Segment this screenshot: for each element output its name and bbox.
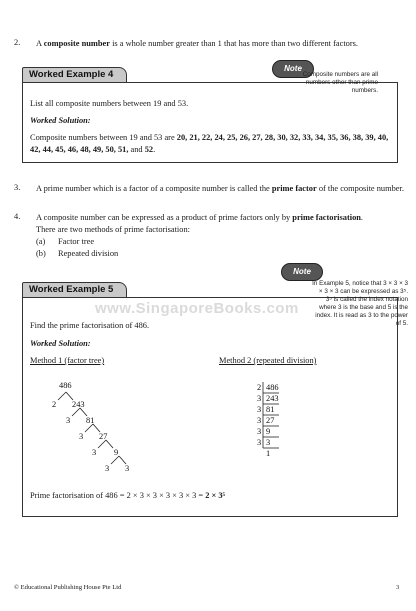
worked-solution-label-5: Worked Solution: [30, 339, 91, 348]
method-b-label: (b) [36, 249, 46, 258]
tree-81: 81 [86, 416, 95, 425]
tree-3b: 3 [79, 432, 84, 441]
method-a-text: Factor tree [58, 237, 95, 246]
division-divisor: 3 [257, 416, 262, 425]
tree-2: 2 [52, 400, 57, 409]
division-quotient: 243 [266, 394, 279, 403]
division-divisor: 2 [257, 383, 262, 392]
tree-486: 486 [59, 381, 72, 390]
composite-definition: A composite number is a whole number greater than 1 that has more than two different factors. [36, 39, 358, 48]
tree-243: 243 [72, 400, 85, 409]
method-1-heading: Method 1 (factor tree) [30, 356, 105, 365]
method-2-heading: Method 2 (repeated division) [219, 356, 317, 365]
method-a-label: (a) [36, 237, 46, 246]
note-icon: Note [272, 60, 314, 78]
prime-factorisation-definition: A composite number can be expressed as a product of prime factors only by prime factorisation. [36, 213, 364, 222]
tree-3a: 3 [66, 416, 71, 425]
footer-copyright: © Educational Publishing House Pte Ltd [14, 584, 122, 591]
division-quotient: 3 [266, 438, 271, 447]
example-5-question: Find the prime factorisation of 486. [30, 321, 150, 330]
example-4-answer: Composite numbers between 19 and 53 are 20, 21, 22, 24, 25, 26, 27, 28, 30, 32, 33, 34, 35, 36, 38, 39, 40, 42, 44, 45, 46, 48, 49, 50, 51, and 52. [30, 133, 389, 154]
prime-factor-definition: A prime number which is a factor of a composite number is called the prime factor of the composite number. [36, 184, 404, 193]
tree-27: 27 [99, 432, 108, 441]
example-4-question: List all composite numbers between 19 and 53. [30, 99, 189, 108]
tree-3d: 3 [105, 464, 110, 473]
page-number: 3 [396, 584, 400, 591]
tree-3e: 3 [125, 464, 130, 473]
worked-example-5-tab: Worked Example 5 [22, 282, 127, 298]
method-b-text: Repeated division [58, 249, 119, 258]
tree-3c: 3 [92, 448, 97, 457]
item-number-2: 2. [14, 38, 21, 47]
note-composite: Composite numbers are all numbers other than prime numbers. [302, 71, 378, 94]
prime-factorisation-result: Prime factorisation of 486 = 2 × 3 × 3 × 3 × 3 × 3 = 2 × 3⁵ [30, 491, 226, 500]
methods-intro: There are two methods of prime factorisation: [36, 225, 190, 234]
note-icon: Note [281, 263, 323, 281]
worked-solution-label-4: Worked Solution: [30, 116, 91, 125]
tree-9: 9 [114, 448, 119, 457]
watermark: www.SingaporeBooks.com [95, 300, 299, 317]
note-index-notation: In Example 5, notice that 3 × 3 × 3 × 3 × 3 can be expressed as 3⁵. 3⁵ is called the index notation where 3 is the base and 5 is the index. It is read as 3 to the power of 5. [312, 280, 408, 327]
division-quotient: 1 [266, 449, 271, 458]
division-divisor: 3 [257, 405, 262, 414]
division-divisor: 3 [257, 427, 262, 436]
division-divisor: 3 [257, 438, 262, 447]
division-divisor: 3 [257, 394, 262, 403]
item-number-4: 4. [14, 212, 21, 221]
worked-example-4-tab: Worked Example 4 [22, 67, 127, 83]
division-quotient: 27 [266, 416, 275, 425]
division-quotient: 9 [266, 427, 271, 436]
division-quotient: 81 [266, 405, 275, 414]
division-quotient: 486 [266, 383, 279, 392]
item-number-3: 3. [14, 183, 21, 192]
